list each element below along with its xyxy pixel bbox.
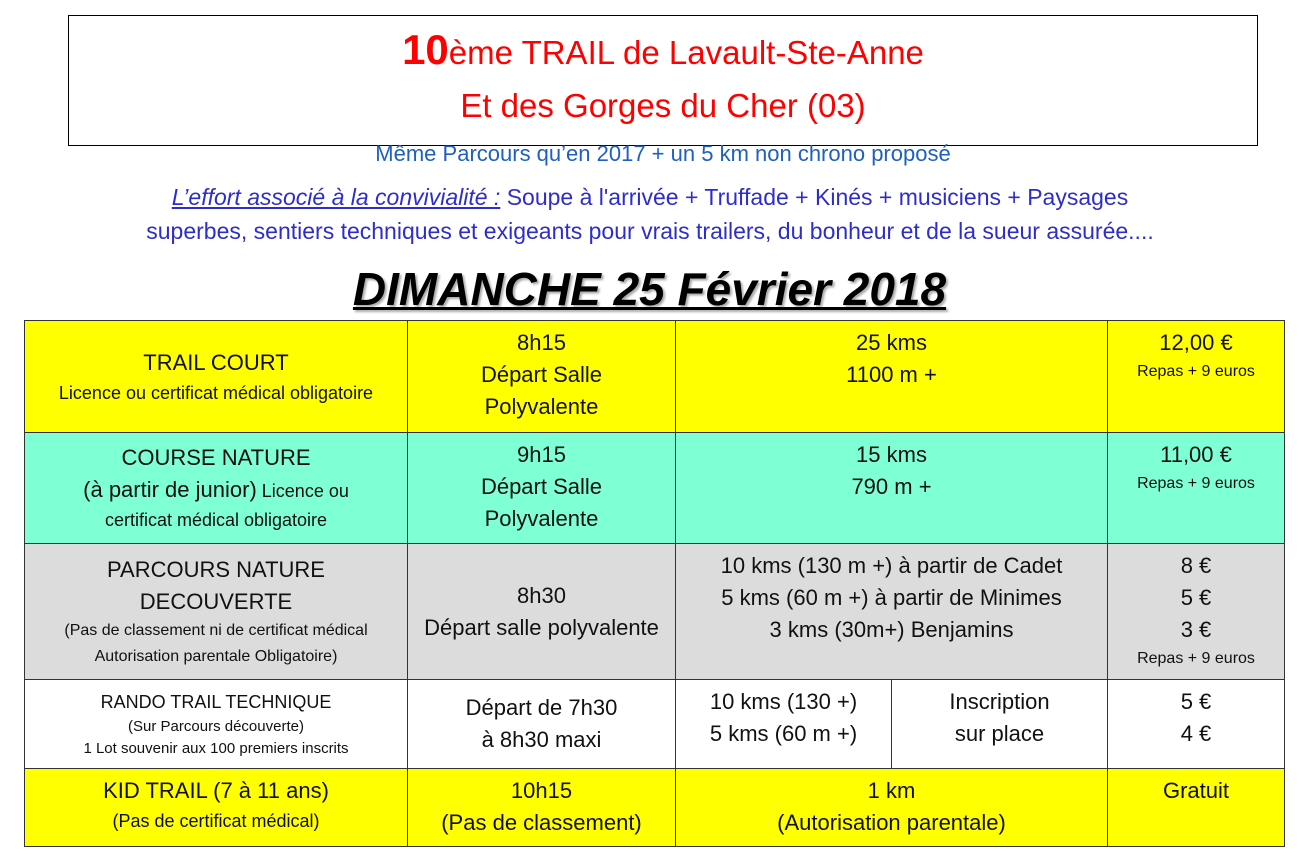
intro-text xyxy=(60,180,1240,248)
intro-highlight: L’effort associé à la convivialité : xyxy=(171,184,501,210)
kid-name: KID TRAIL (7 à 11 ans) xyxy=(103,778,329,803)
table-row-parcours xyxy=(25,544,1285,680)
course-nature-name: COURSE NATURE xyxy=(121,445,311,470)
table-row-trail-court xyxy=(25,321,1285,433)
trail-court-name: TRAIL COURT xyxy=(143,349,289,375)
event-title: 10ème TRAIL de Lavault-Ste-Anne xyxy=(402,26,924,73)
rando-name: RANDO TRAIL TECHNIQUE xyxy=(100,692,332,712)
title-box xyxy=(68,15,1258,166)
course-nature-time-cell: 9h15 Départ Salle Polyvalente xyxy=(408,433,676,544)
trail-court-price-cell: 12,00 € Repas + 9 euros xyxy=(1108,321,1285,433)
rando-inscription-cell: Inscription sur place xyxy=(892,680,1108,769)
event-subtitle: Et des Gorges du Cher (03) xyxy=(460,87,866,124)
parcours-name: PARCOURS NATURE DECOUVERTE xyxy=(107,556,325,614)
trail-court-name-cell xyxy=(25,321,408,433)
event-tagline: Même Parcours qu’en 2017 + un 5 km non chrono proposé xyxy=(375,141,951,166)
events-table xyxy=(24,320,1285,847)
trail-court-distance-cell: 25 kms 1100 m + xyxy=(676,321,1108,433)
event-date: DIMANCHE 25 Février 2018 xyxy=(352,263,947,315)
intro-line-2: superbes, sentiers techniques et exigeants pour vrais trailers, du bonheur et de la sueur assurée.... xyxy=(146,218,1154,244)
trail-court-time-cell: 8h15 Départ Salle Polyvalente xyxy=(408,321,676,433)
parcours-distance-cell: 10 kms (130 m +) à partir de Cadet 5 kms (60 m +) à partir de Minimes 3 kms (30m+) Benjamins xyxy=(676,544,1108,680)
parcours-name-cell: PARCOURS NATURE DECOUVERTE (Pas de classement ni de certificat médical Autorisation parentale Obligatoire) xyxy=(25,544,408,680)
table-row-rando xyxy=(25,680,1285,769)
kid-time-cell: 10h15 (Pas de classement) xyxy=(408,769,676,847)
course-nature-distance-cell: 15 kms 790 m + xyxy=(676,433,1108,544)
table-row-kid-trail xyxy=(25,769,1285,847)
parcours-time-cell: 8h30 Départ salle polyvalente xyxy=(408,544,676,680)
trail-court-note: Licence ou certificat médical obligatoire xyxy=(58,382,374,403)
parcours-price-cell: 8 € 5 € 3 € Repas + 9 euros xyxy=(1108,544,1285,680)
course-nature-name-cell: COURSE NATURE (à partir de junior) Licence ou certificat médical obligatoire xyxy=(25,433,408,544)
rando-distance-cell: 10 kms (130 +) 5 kms (60 m +) xyxy=(676,680,892,769)
rando-name-cell: RANDO TRAIL TECHNIQUE (Sur Parcours découverte) 1 Lot souvenir aux 100 premiers inscrits xyxy=(25,680,408,769)
kid-name-cell: KID TRAIL (7 à 11 ans) (Pas de certificat médical) xyxy=(25,769,408,847)
course-nature-price-cell: 11,00 € Repas + 9 euros xyxy=(1108,433,1285,544)
table-row-course-nature xyxy=(25,433,1285,544)
rando-time-cell: Départ de 7h30 à 8h30 maxi xyxy=(408,680,676,769)
rando-price-cell: 5 € 4 € xyxy=(1108,680,1285,769)
kid-price-cell: Gratuit xyxy=(1108,769,1285,847)
kid-distance-cell: 1 km (Autorisation parentale) xyxy=(676,769,1108,847)
intro-line-1: L’effort associé à la convivialité : Soupe à l'arrivée + Truffade + Kinés + musiciens + Paysages xyxy=(171,184,1129,210)
